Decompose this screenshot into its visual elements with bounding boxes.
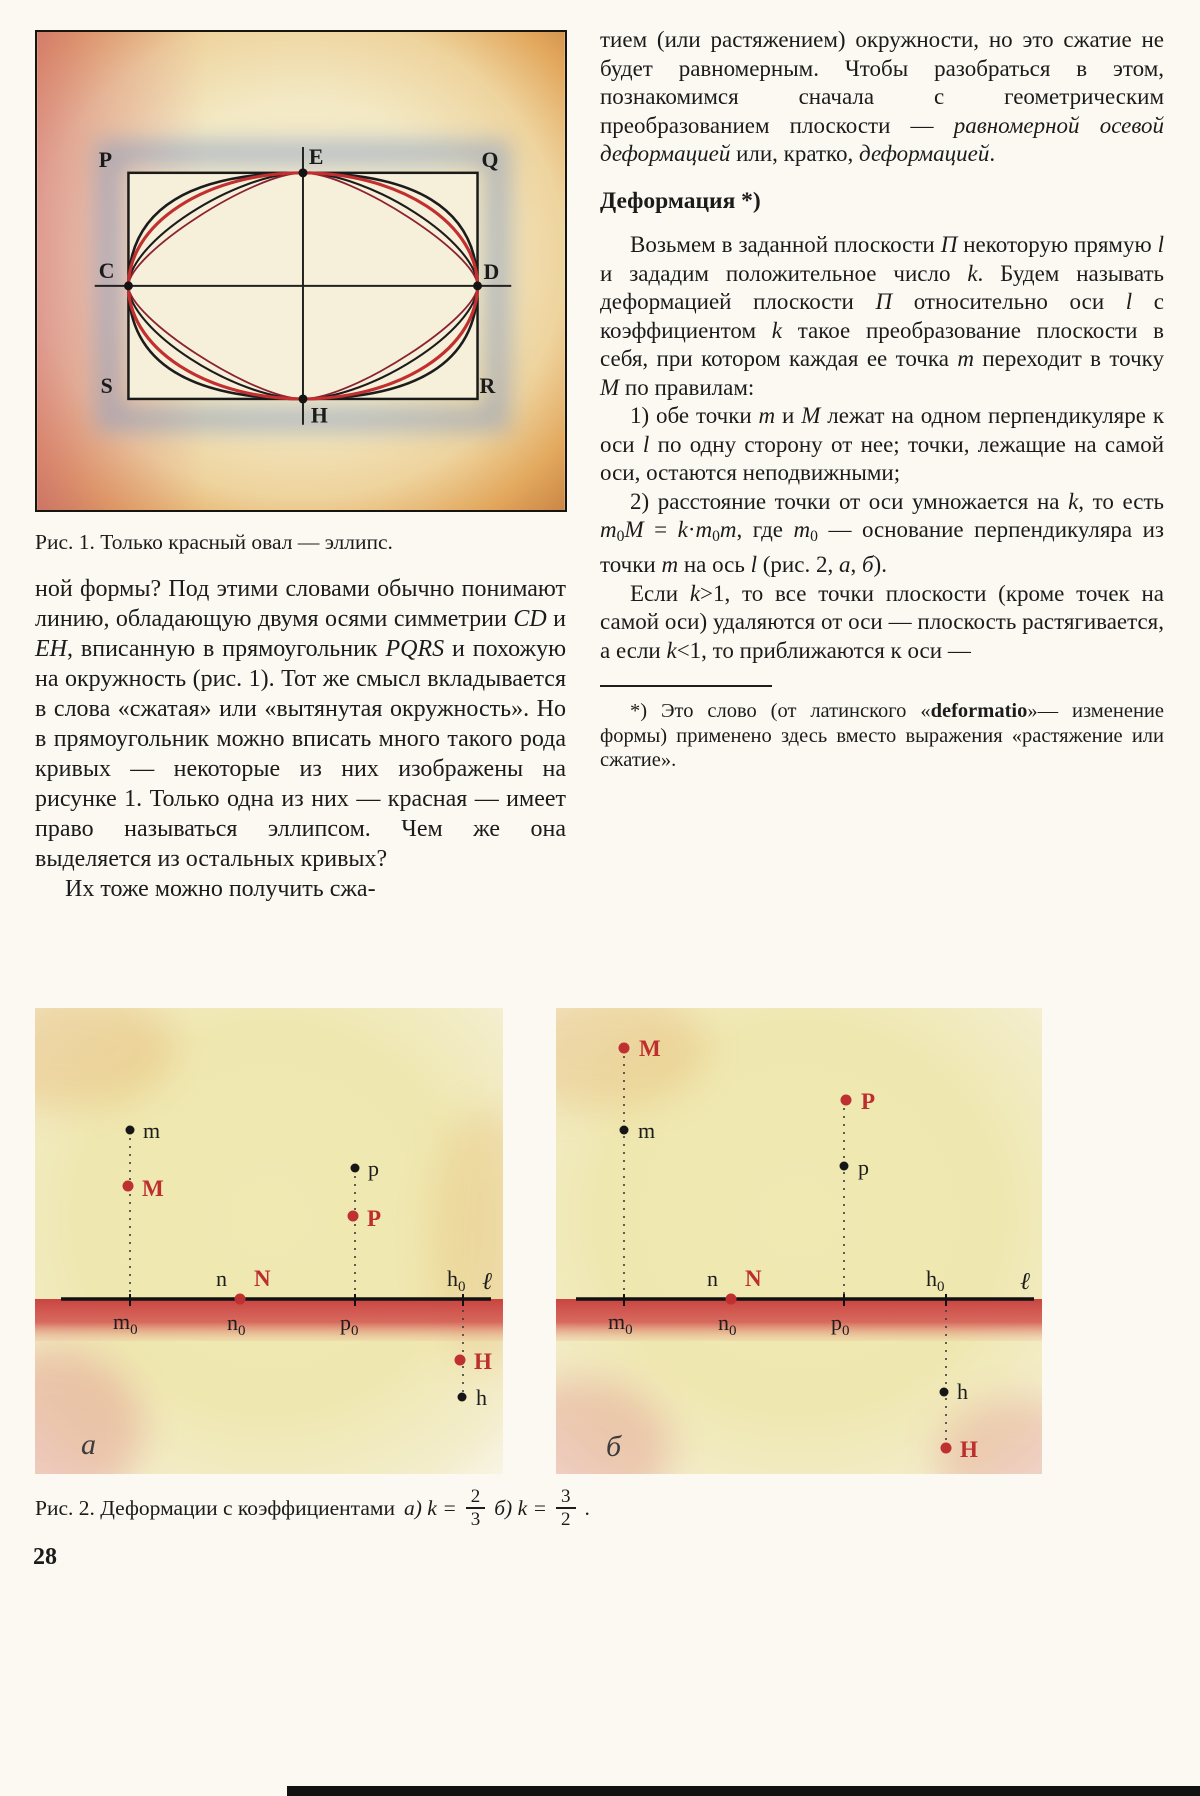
fig2-caption-a-fraction: [466, 1486, 486, 1531]
fig2a-dot-H: [455, 1355, 466, 1366]
fig2-caption-text: Рис. 2. Деформации с коэффициентами: [35, 1495, 395, 1520]
fig2b-label-M: M: [639, 1036, 661, 1061]
fig1-label-C: C: [98, 258, 115, 283]
fig1-dot-D: [473, 281, 482, 290]
body-paragraph: ной формы? Под этими словами обычно понимают линию, обладающую двумя осями симметрии CD и EH, вписанную в прямоугольник PQRS и похожую на окружность (рис. 1). Тот же смысл вкладывается в слова «сжатая» или «вытянутая окружность». Но в прямоугольник можно вписать много такого рода кривых — некоторые из них изображены на рисунке 1. Только одна из них — красная — имеет право называться эллипсом. Чем же она выделяется из остальных кривых?: [35, 576, 567, 872]
fig2b-label-n: n: [707, 1266, 718, 1291]
fraction-denominator: 2: [561, 1509, 571, 1531]
fig2a-image: [35, 1008, 503, 1474]
fig1-dot-E: [299, 168, 308, 177]
section-heading: Деформация *): [600, 187, 761, 214]
fig2-caption-period: .: [584, 1495, 590, 1520]
fig2a-label-N: N: [254, 1266, 271, 1291]
fig2b-dot-M: [619, 1043, 630, 1054]
footnote-rule: [600, 685, 772, 687]
figure-1-ellipse-in-rectangle: [35, 30, 567, 512]
fig2a-dot-P: [348, 1211, 359, 1222]
fig2-caption: [35, 1486, 795, 1531]
left-column: [35, 574, 566, 904]
fig2a-red-band: [35, 1299, 503, 1341]
fig2b-dot-P: [841, 1095, 852, 1106]
right-column: [600, 26, 1164, 773]
fig2a-dot-N: [235, 1294, 246, 1305]
fig2b-background: [556, 1008, 1042, 1474]
fig2b-label-H: H: [960, 1437, 978, 1462]
fig2-caption-a-label: а) k =: [404, 1495, 457, 1520]
fig2b-label-N: N: [745, 1266, 762, 1291]
body-paragraph: Их тоже можно получить сжа-: [65, 876, 376, 902]
fig2b-image: [556, 1008, 1042, 1474]
fig2b-label-P: P: [861, 1089, 876, 1114]
fig1-label-D: D: [483, 259, 500, 284]
fig1-dot-C: [124, 281, 133, 290]
fig2b-label-p0: $p_0$: [831, 1310, 850, 1339]
fig2a-label-H: H: [474, 1349, 492, 1374]
fig2b-dot-N: [726, 1294, 737, 1305]
fig2b-dot-p: [840, 1162, 849, 1171]
fig2a-label-h0: $h_0$: [447, 1266, 466, 1295]
fig2b-label-n0: $n_0$: [718, 1310, 737, 1339]
fig1-dot-H: [299, 394, 308, 403]
fraction-numerator: 3: [556, 1486, 576, 1509]
fig2b-label-axis-l: ℓ: [1020, 1267, 1030, 1295]
fig1-label-E: E: [308, 144, 324, 169]
fig2b-label-m0: $m_0$: [608, 1309, 633, 1338]
fig1-label-Q: Q: [481, 147, 499, 172]
body-paragraph: 2) расстояние точки от оси умножается на k, то есть m0M = k·m0m, где m0 — основание перпендикуляра из точки m на ось l (рис. 2, а, б).: [600, 488, 1164, 578]
fig1-caption: Рис. 1. Только красный овал — эллипс.: [35, 530, 393, 554]
body-paragraph: 1) обе точки m и M лежат на одном перпендикуляре к оси l по одну сторону от нее; точки, лежащие на самой оси, остаются неподвижными;: [600, 403, 1165, 485]
page-bottom-scan-edge: [287, 1786, 1200, 1796]
fig2b-dot-m: [620, 1126, 629, 1135]
fig2a-label-n: n: [216, 1266, 227, 1291]
fig2a-label-h: h: [476, 1385, 487, 1410]
fig1-label-S: S: [100, 373, 113, 398]
fig1-label-P: P: [98, 147, 113, 172]
fig2b-label-p: p: [858, 1155, 869, 1180]
fig1-label-H: H: [310, 403, 328, 428]
figure-2a-deformation: [35, 1008, 503, 1474]
fraction-denominator: 3: [470, 1509, 481, 1531]
fig2a-dot-p: [351, 1164, 360, 1173]
figure-2b-deformation: [556, 1008, 1042, 1474]
fig2a-dot-M: [123, 1181, 134, 1192]
fig2a-label-m: m: [143, 1118, 161, 1143]
fig2a-dot-h: [458, 1393, 467, 1402]
fig2a-label-m0: $m_0$: [113, 1309, 138, 1338]
page-number: 28: [33, 1544, 57, 1570]
fig2b-dot-h: [940, 1388, 949, 1397]
fig2b-label-h0: $h_0$: [926, 1266, 945, 1295]
fig2a-dot-m: [126, 1126, 135, 1135]
fig2a-label-p: p: [368, 1156, 379, 1181]
fig2-caption-b-fraction: [556, 1486, 576, 1531]
fig2b-panel-letter: б: [606, 1430, 622, 1463]
fig2a-panel-letter: а: [81, 1428, 96, 1461]
fig2a-background: [35, 1008, 503, 1474]
fig2b-dot-H: [941, 1443, 952, 1454]
fig2b-label-h: h: [957, 1379, 968, 1404]
fig2a-label-axis-l: ℓ: [482, 1267, 492, 1295]
fig2a-label-P: P: [367, 1206, 382, 1231]
fig2a-label-n0: $n_0$: [227, 1310, 246, 1339]
fraction-numerator: 2: [466, 1486, 486, 1509]
fig2a-label-p0: $p_0$: [340, 1310, 359, 1339]
footnote: *) Это слово (от латинского «deformatio»— изменение формы) применено здесь вместо выражения «растяжение или сжатие».: [600, 700, 1164, 772]
body-paragraph: Возьмем в заданной плоскости П некоторую прямую l и зададим положительное число k. Будем называть деформацией плоскости П относительно оси l с коэффициентом k такое преобразование плоскости в себя, при котором каждая ее точка m переходит в точку M по правилам:: [600, 232, 1164, 400]
body-paragraph: Если k>1, то все точки плоскости (кроме точек на самой оси) удаляются от оси — плоскость растягивается, а если k<1, то приближаются к оси —: [600, 580, 1164, 663]
fig2-caption-b-label: б) k =: [494, 1495, 547, 1520]
fig1-label-R: R: [479, 373, 496, 398]
fig2b-label-m: m: [638, 1118, 656, 1143]
fig1-image: [37, 32, 565, 510]
fig2a-label-M: M: [142, 1176, 164, 1201]
body-paragraph: тием (или растяжением) окружности, но это сжатие не будет равномерным. Чтобы разобраться в этом, познакомимся сначала с геометрическим преобразованием плоскости — равномерной осевой деформацией или, кратко, деформацией.: [600, 27, 1165, 166]
